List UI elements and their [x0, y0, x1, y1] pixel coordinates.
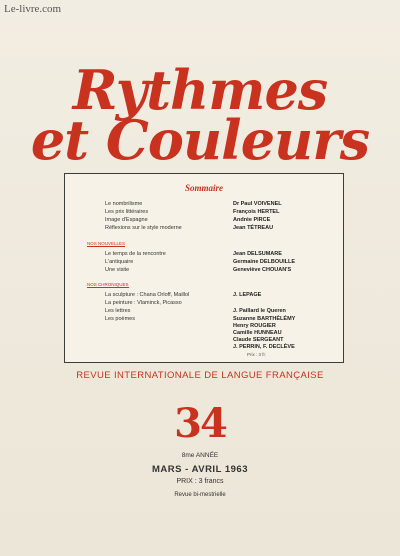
toc-author: Andrée PIRCE — [233, 217, 271, 223]
toc-author: Dr Paul VOIVENEL — [233, 201, 282, 207]
toc-title: Les prix littéraires — [105, 209, 149, 215]
toc-title: Les lettres — [105, 308, 131, 314]
toc-author: J. PERRIN, F. DECLÈVE — [233, 344, 295, 350]
toc-row — [65, 307, 343, 315]
toc-author: Henry ROUGIER — [233, 323, 276, 329]
toc-author: Germaine DELBOUILLE — [233, 259, 296, 265]
year-of-publication: 8me ANNÉE — [181, 452, 219, 459]
toc-row — [65, 250, 343, 258]
price: PRIX : 3 francs — [176, 478, 224, 485]
toc-author: J. Paillard le Queren — [233, 308, 286, 314]
table-of-contents — [64, 173, 344, 363]
revue-subtitle: REVUE INTERNATIONALE DE LANGUE FRANÇAISE — [76, 370, 324, 381]
toc-title: Les poèmes — [105, 316, 135, 322]
toc-author: J. LEPAGE — [233, 292, 262, 298]
toc-title: Le nombrilisme — [105, 201, 143, 207]
toc-author: Claude SERGEANT — [233, 337, 284, 343]
summary-heading: Sommaire — [184, 183, 223, 193]
issue-date: MARS - AVRIL 1963 — [152, 464, 248, 475]
toc-author: Jean TÉTREAU — [233, 225, 274, 231]
toc-title: L'antiquaire — [105, 259, 134, 265]
summary-footnote: Prix : 3 fr. — [247, 352, 267, 357]
toc-title: Image d'Espagne — [105, 217, 148, 223]
toc-row — [65, 224, 343, 232]
toc-author: Camille HUNNEAU — [233, 330, 282, 336]
toc-author: Geneviève CHOUAN'S — [233, 267, 292, 273]
toc-title: Une visite — [105, 267, 130, 273]
issue-number: 34 — [174, 400, 226, 447]
toc-row — [65, 258, 343, 266]
toc-title: La peinture : Vlaminck, Picasso — [105, 300, 182, 306]
toc-row — [65, 343, 343, 351]
toc-author: François HERTEL — [233, 209, 280, 215]
toc-author: Jean DELSUMARE — [233, 251, 282, 257]
magazine-title-line1: Rythmes — [72, 58, 328, 122]
section-label-nouvelles: NOS NOUVELLES — [87, 241, 126, 246]
toc-title: La sculpture : Chana Orloff, Maillol — [105, 292, 190, 298]
toc-row — [65, 200, 343, 208]
toc-row — [65, 216, 343, 224]
periodicity: Revue bi-mestrielle — [174, 492, 226, 498]
toc-row — [65, 208, 343, 216]
toc-row — [65, 291, 343, 299]
toc-row — [65, 299, 343, 307]
watermark: Le-livre.com — [4, 3, 62, 15]
section-label-chroniques: NOS CHRONIQUES — [87, 282, 129, 287]
toc-author: Suzanne BARTHÉLÉMY — [233, 316, 296, 322]
toc-row — [65, 266, 343, 274]
magazine-title-line2: et Couleurs — [30, 108, 370, 172]
toc-title: Le temps de la rencontre — [105, 251, 166, 257]
toc-title: Réflexions sur le style moderne — [105, 225, 182, 231]
